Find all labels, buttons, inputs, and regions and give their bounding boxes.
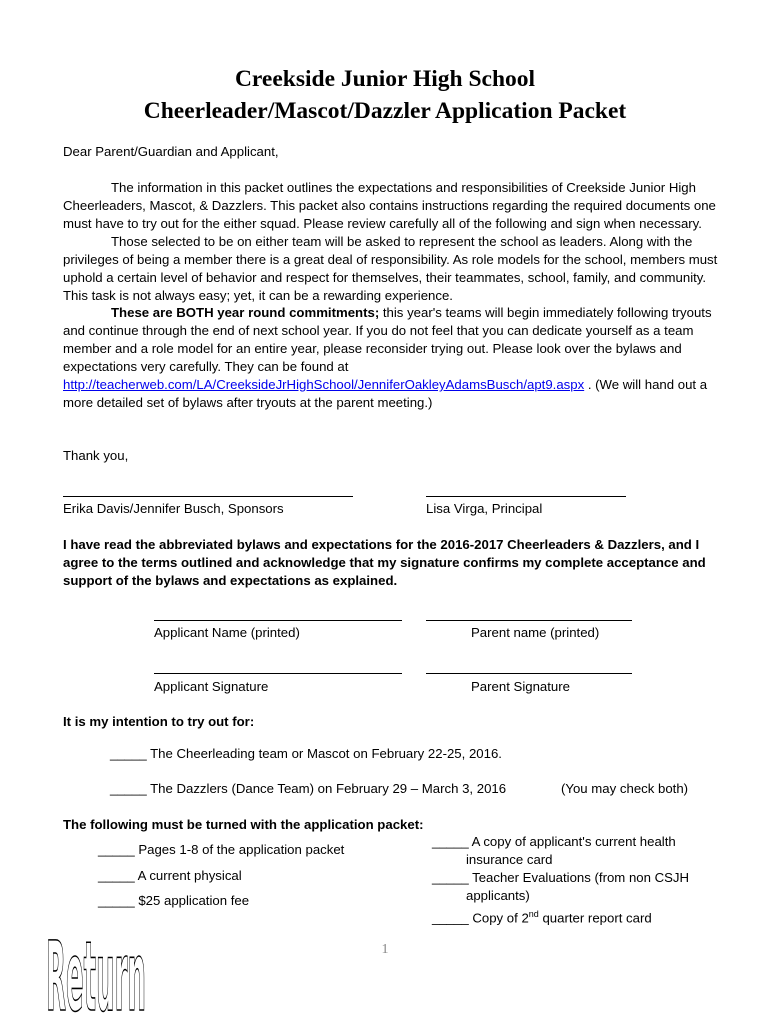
paragraph-3-after-link: . (We will hand out a more detailed set of bylaws after tryouts at the parent meeting.) xyxy=(63,377,708,410)
sponsors-label: Erika Davis/Jennifer Busch, Sponsors xyxy=(63,501,284,516)
turn-in-heading: The following must be turned with the application packet: xyxy=(63,817,424,832)
applicant-name-label: Applicant Name (printed) xyxy=(154,625,300,640)
sponsors-signature-line xyxy=(63,496,353,497)
principal-label: Lisa Virga, Principal xyxy=(426,501,543,516)
return-stamp xyxy=(38,906,148,1016)
report-card-text-end: quarter report card xyxy=(538,910,652,926)
parent-signature-label: Parent Signature xyxy=(471,679,570,694)
agreement-statement: I have read the abbreviated bylaws and expectations for the 2016-2017 Cheerleaders & Dazzlers, and I agree to the terms outlined and acknowledge that my signature confirms my complete acceptance and support of the bylaws and expectations as explained. xyxy=(63,537,706,588)
report-card-sup: nd xyxy=(528,909,539,919)
required-item-physical: _____ A current physical xyxy=(98,868,242,883)
required-item-evaluations: _____ Teacher Evaluations (from non CSJH xyxy=(432,870,690,885)
applicant-signature-line xyxy=(154,673,402,674)
paragraph-3 xyxy=(63,304,723,412)
check-both-note: (You may check both) xyxy=(561,781,689,796)
paragraph-3-text: this year's teams will begin immediately following tryouts and continue through the end of next school year. If you do not feel that you can dedicate yourself as a team member and a role model for an entire year, please reconsider trying out. Please look over the bylaws and expectations very carefully. They can be found at xyxy=(63,305,712,374)
greeting: Dear Parent/Guardian and Applicant, xyxy=(63,144,279,159)
parent-signature-line xyxy=(426,673,632,674)
applicant-name-line xyxy=(154,620,402,621)
required-item-fee: _____ $25 application fee xyxy=(98,893,250,908)
required-item-pages: _____ Pages 1-8 of the application packet xyxy=(98,842,345,857)
paragraph-1: The information in this packet outlines the expectations and responsibilities of Creekside Junior High Cheerleaders, Mascot, & Dazzlers. This packet also contains instructions regarding the required documents one must have to try out for the either squad. Please review carefully all of the following and sign when necessary. xyxy=(63,180,716,231)
title-line-2: Cheerleader/Mascot/Dazzler Application Packet xyxy=(143,98,627,124)
bylaws-link[interactable]: http://teacherweb.com/LA/CreeksideJrHighSchool/JenniferOakleyAdamsBusch/apt9.aspx xyxy=(63,377,585,392)
parent-name-label: Parent name (printed) xyxy=(471,625,600,640)
report-card-text: _____ Copy of 2 xyxy=(432,910,529,926)
applicant-signature-label: Applicant Signature xyxy=(154,679,269,694)
option-dazzlers: _____ The Dazzlers (Dance Team) on February 29 – March 3, 2016 xyxy=(110,781,507,796)
principal-signature-line xyxy=(426,496,626,497)
intention-heading: It is my intention to try out for: xyxy=(63,714,255,729)
required-item-insurance: _____ A copy of applicant's current health xyxy=(432,834,676,849)
option-cheerleading: _____ The Cheerleading team or Mascot on February 22-25, 2016. xyxy=(110,746,502,761)
return-stamp-text: Return xyxy=(46,921,146,1016)
parent-name-line xyxy=(426,620,632,621)
commitment-bold-text: These are BOTH year round commitments; xyxy=(111,305,380,320)
required-item-evaluations-cont: applicants) xyxy=(466,888,530,903)
thank-you: Thank you, xyxy=(63,448,129,463)
required-item-insurance-cont: insurance card xyxy=(466,852,553,867)
required-item-report-card xyxy=(432,905,652,927)
paragraph-2: Those selected to be on either team will be asked to represent the school as leaders. Along with the privileges of being a member there is a great deal of responsibility. As role models for the school, members must uphold a certain level of behavior and respect for themselves, their teammates, school, family, and community. This task is not always easy; yet, it can be a rewarding experience. xyxy=(63,234,718,303)
title-line-1: Creekside Junior High School xyxy=(234,66,536,92)
page-number: 1 xyxy=(381,942,389,957)
